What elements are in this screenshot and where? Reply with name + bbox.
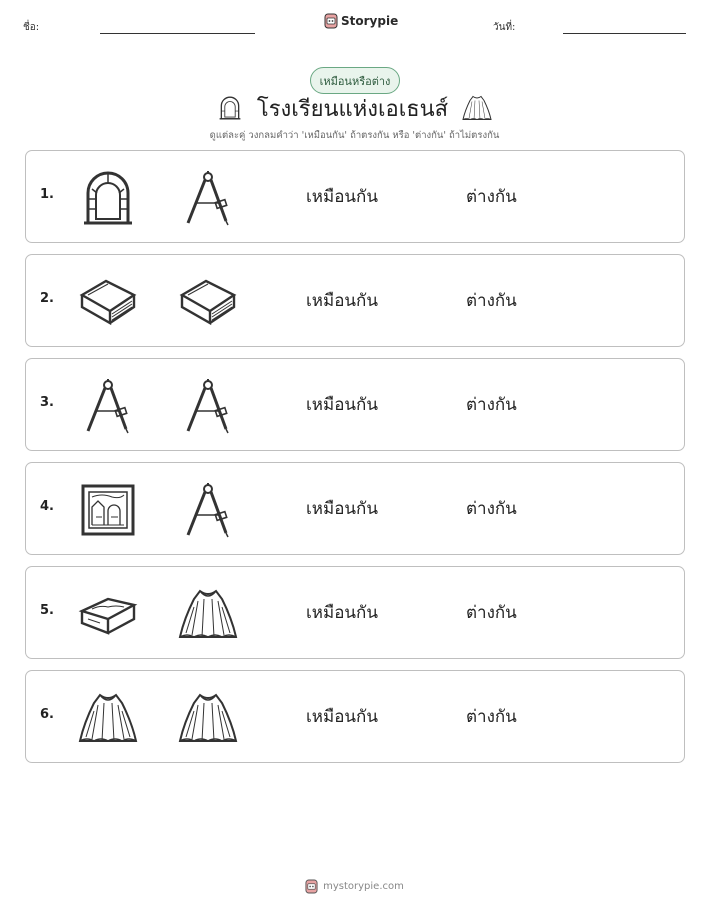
same-option[interactable]: เหมือนกัน <box>306 499 378 519</box>
cloak-icon <box>462 93 492 123</box>
question-row-3 <box>25 358 685 451</box>
book-icon <box>78 273 138 331</box>
question-number: 1. <box>40 187 54 202</box>
same-option[interactable]: เหมือนกัน <box>306 707 378 727</box>
compass-icon <box>178 169 238 227</box>
framed-painting-icon <box>78 481 138 539</box>
cloak-icon <box>178 585 238 643</box>
date-line[interactable] <box>563 33 686 34</box>
book-icon <box>178 273 238 331</box>
different-option[interactable]: ต่างกัน <box>466 187 517 207</box>
question-number: 4. <box>40 499 54 514</box>
compass-icon <box>178 377 238 435</box>
arch-window-icon <box>217 93 243 123</box>
cloak-icon <box>78 689 138 747</box>
stone-block-icon <box>78 585 138 643</box>
name-line[interactable] <box>100 33 255 34</box>
question-row-2 <box>25 254 685 347</box>
different-option[interactable]: ต่างกัน <box>466 395 517 415</box>
question-number: 3. <box>40 395 54 410</box>
same-option[interactable]: เหมือนกัน <box>306 291 378 311</box>
storypie-mascot-icon <box>305 879 318 894</box>
footer <box>0 879 709 894</box>
different-option[interactable]: ต่างกัน <box>466 291 517 311</box>
storypie-mascot-icon <box>324 13 338 29</box>
different-option[interactable]: ต่างกัน <box>466 499 517 519</box>
compass-icon <box>78 377 138 435</box>
title-row <box>0 91 709 125</box>
worksheet-type-badge: เหมือนหรือต่าง <box>310 67 400 94</box>
question-row-6 <box>25 670 685 763</box>
question-number: 2. <box>40 291 54 306</box>
compass-icon <box>178 481 238 539</box>
question-row-5 <box>25 566 685 659</box>
date-label: วันที่: <box>493 22 516 33</box>
brand-logo <box>324 13 398 29</box>
same-option[interactable]: เหมือนกัน <box>306 187 378 207</box>
cloak-icon <box>178 689 238 747</box>
question-number: 5. <box>40 603 54 618</box>
question-number: 6. <box>40 707 54 722</box>
different-option[interactable]: ต่างกัน <box>466 707 517 727</box>
name-label: ชื่อ: <box>23 22 40 33</box>
arch-window-icon <box>78 169 138 227</box>
different-option[interactable]: ต่างกัน <box>466 603 517 623</box>
brand-name: Storypie <box>341 14 399 28</box>
same-option[interactable]: เหมือนกัน <box>306 395 378 415</box>
same-option[interactable]: เหมือนกัน <box>306 603 378 623</box>
question-row-1 <box>25 150 685 243</box>
footer-url: mystorypie.com <box>323 881 404 892</box>
page-title: โรงเรียนแห่งเอเธนส์ <box>256 96 449 122</box>
question-row-4 <box>25 462 685 555</box>
instructions: ดูแต่ละคู่ วงกลมคำว่า 'เหมือนกัน' ถ้าตรงกัน หรือ 'ต่างกัน' ถ้าไม่ตรงกัน <box>209 130 500 141</box>
